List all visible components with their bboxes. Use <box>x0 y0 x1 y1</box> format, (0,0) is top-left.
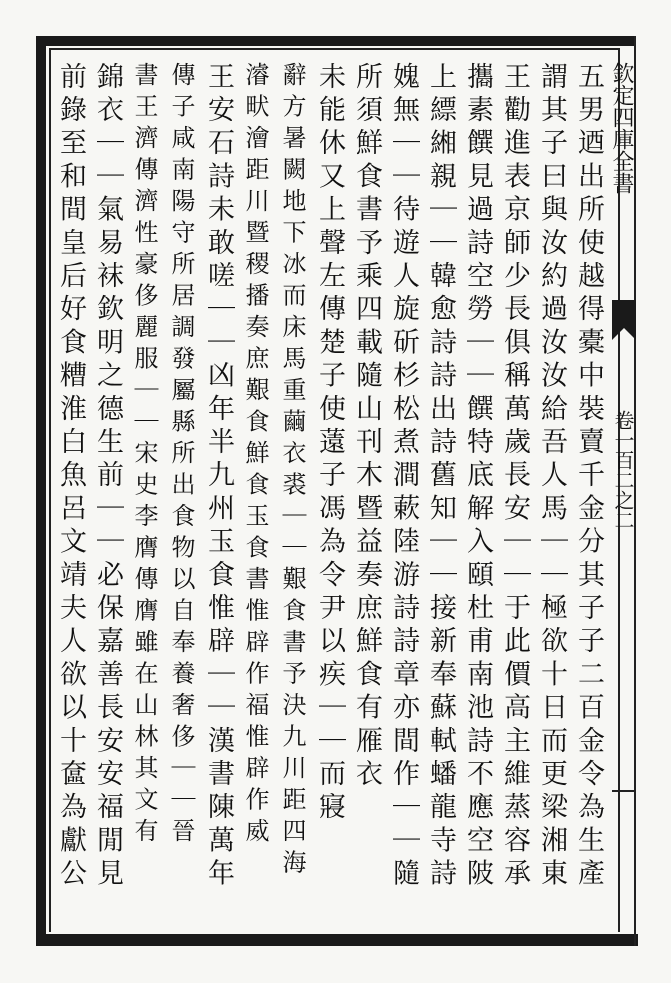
text-column: 王勸進表京師少長俱稱萬歲長安｜｜于此價高主維蒸容承 <box>499 62 530 892</box>
text-column: 錦衣｜｜氣易袜欽明之德生前｜｜必保嘉善長安安福閒見 <box>92 62 123 892</box>
scan-left-margin <box>36 36 46 946</box>
text-column: 前錄至和間皇后好食糟淮白魚呂文靖夫人欲以十奩為獻公 <box>55 62 86 892</box>
text-column: 上縹緗親｜｜韓愈詩詩出詩舊知｜｜接新奉蘇軾蟠龍寺詩 <box>425 62 456 892</box>
scan-bottom-margin <box>38 934 638 946</box>
text-columns <box>54 62 614 930</box>
text-column: 攜素饌見過詩空勞｜｜饌特底解入頤杜甫南池詩不應空陂 <box>462 62 493 892</box>
text-column: 未能休又上聲左傳楚子使薳子馮為令尹以疾｜｜而寢 <box>314 62 345 826</box>
scan-top-margin <box>36 36 636 46</box>
text-column: 王安石詩未敢嗟｜｜凶年半九州玉食惟辟｜｜漢書陳萬年 <box>203 62 234 892</box>
frame-rule-top <box>49 48 619 50</box>
fishtail-mark <box>612 300 636 340</box>
text-column: 五男迺出所使越得橐中裝賣千金分其子子二百金令為生產 <box>573 62 604 892</box>
gutter-tick <box>612 790 636 792</box>
text-column: 書王濟傳濟性豪侈麗服｜｜宋史李膺傳膺雖在山林其文有 <box>130 62 158 850</box>
text-column: 所須鮮食書予乘四載隨山刊木暨益奏庶鮮食有雁衣 <box>351 62 382 793</box>
text-column: 濬畎澮距川暨稷播奏庶艱食鮮食玉食書惟辟作福惟辟作威 <box>241 62 269 850</box>
volume-label: 卷一百二之二 <box>611 410 635 530</box>
text-column: 傳子咸南陽守所居調發屬縣所出食物以自奉養奢侈｜｜晉 <box>167 62 195 850</box>
book-title: 欽定四庫全書 <box>609 62 634 194</box>
text-column: 媿無｜｜待遊人旋斫杉松煮澗蔌陸游詩詩章亦間作｜｜隨 <box>388 62 419 892</box>
text-column: 辭方暑闕地下冰而床馬重繭衣裘｜｜艱食書予決九川距四海 <box>278 62 306 881</box>
text-column: 謂其子曰與汝約過汝汝給吾人馬｜｜極欲十日而更梁湘東 <box>536 62 567 892</box>
